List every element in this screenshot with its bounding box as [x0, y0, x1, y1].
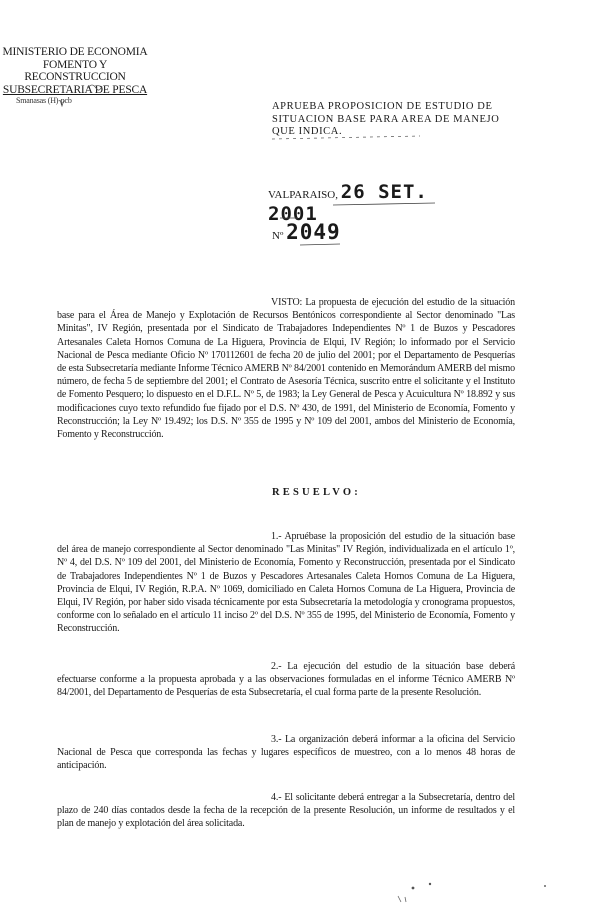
- scan-dot: [412, 887, 415, 890]
- subject-block: [272, 101, 512, 139]
- reference-code: Smanasas (H)-pcb: [16, 96, 72, 105]
- subject-line-3: QUE INDICA.: [272, 126, 343, 137]
- resolution-item-1: 1.- Apruébase la proposición del estudio de la situación base del área de manejo correspondiente al Sector denominado "Las Minitas" IV Región, individualizada en el artículo 1º, Nº 4, del D.S. Nº 109 del 2001, del Ministerio de Economía, Fomento y Reconstrucción, presentada por el Sindicato de Trabajadores Independientes Nº 1 de Buzos y Pescadores Artesanales Caleta Hornos Comuna de La Higuera, Provincia de Elqui, IV Región, R.P.A. Nº 1069, domiciliado en Caleta Hornos Comuna de La Higuera, Provincia de Elqui, IV Región, por haber sido visada técnicamente por esta Subsecretaría la metodología y cronograma propuestos, conforme con lo señalado en el artículo 11 inciso 2º del D.S. Nº 355 de 1995, del Ministerio de Economía, Fomento y Reconstrucción.: [57, 531, 515, 635]
- resolution-number: 2049: [286, 220, 341, 244]
- date-line: [268, 181, 468, 225]
- ministry-line-1: MINISTERIO DE ECONOMIA: [2, 46, 148, 58]
- visto-paragraph: VISTO: La propuesta de ejecución del estudio de la situación base para el Área de Manejo y Explotación de Recursos Bentónicos correspondiente al Sector denominado "Las Minitas", IV Región, presentada por el Sindicato de Trabajadores Independientes Nº 1 de Buzos y Pescadores Artesanales Caleta Hornos Comuna de La Higuera, Provincia de Elqui, IV Región; lo informado por el Servicio Nacional de Pesca mediante Oficio Nº 170112601 de fecha 20 de julio del 2001; por el Departamento de Pesquerías de esta Subsecretaría mediante Informe Técnico AMERB Nº 84/2001 contenido en Memorándum AMERB del mismo número, de fecha 5 de septiembre del 2001; el Contrato de Asesoría Técnica, suscrito entre el solicitante y el Instituto de Fomento Pesquero; lo dispuesto en el D.F.L. Nº 5, de 1983; la Ley General de Pesca y Acuicultura Nº 18.892 y sus modificaciones cuyo texto refundido fue fijado por el D.S. Nº 430, de 1991, del Ministerio de Economía, Fomento y Reconstrucción; la Ley Nº 19.492; los D.S. Nº 355 de 1995 y Nº 109 del 2001, ambos del Ministerio de Economía, Fomento y Reconstrucción.: [57, 297, 515, 441]
- resuelvo-heading: RESUELVO:: [272, 487, 361, 498]
- resolution-item-2: 2.- La ejecución del estudio de la situación base deberá efectuarse conforme a la propuesta aprobada y a las observaciones formuladas en el informe Técnico AMERB Nº 84/2001, del Departamento de Pesquerías de esta Subsecretaría, el cual forma parte de la presente Resolución.: [57, 661, 515, 699]
- ministry-line-2: FOMENTO Y RECONSTRUCCION: [24, 58, 126, 83]
- scan-smudge: [398, 896, 406, 902]
- number-underline-mark: [300, 244, 340, 245]
- scan-dot: [429, 883, 431, 885]
- resolution-number-line: [272, 220, 412, 244]
- subsecretaria-line: SUBSECRETARIA DE PESCA: [2, 83, 148, 96]
- scan-dot: [544, 885, 546, 887]
- date-city: VALPARAISO,: [268, 189, 338, 201]
- resolution-item-3: 3.- La organización deberá informar a la oficina del Servicio Nacional de Pesca que corresponda las fechas y lugares específicos de muestreo, con a lo menos 48 horas de anticipación.: [57, 734, 515, 772]
- subject-line-2: SITUACION BASE PARA AREA DE MANEJO: [272, 113, 500, 125]
- subject-line-1: APRUEBA PROPOSICION DE ESTUDIO DE: [272, 101, 493, 112]
- date-stamp: 26 SET. 2001: [268, 181, 428, 225]
- ministry-header: [0, 46, 150, 105]
- resolution-prefix: Nº: [272, 230, 284, 242]
- resolution-item-4: 4.- El solicitante deberá entregar a la Subsecretaría, dentro del plazo de 240 días contados desde la fecha de la recepción de la presente Resolución, un informe de resultados y el plan de manejo y explotación del área solicitada.: [57, 792, 515, 830]
